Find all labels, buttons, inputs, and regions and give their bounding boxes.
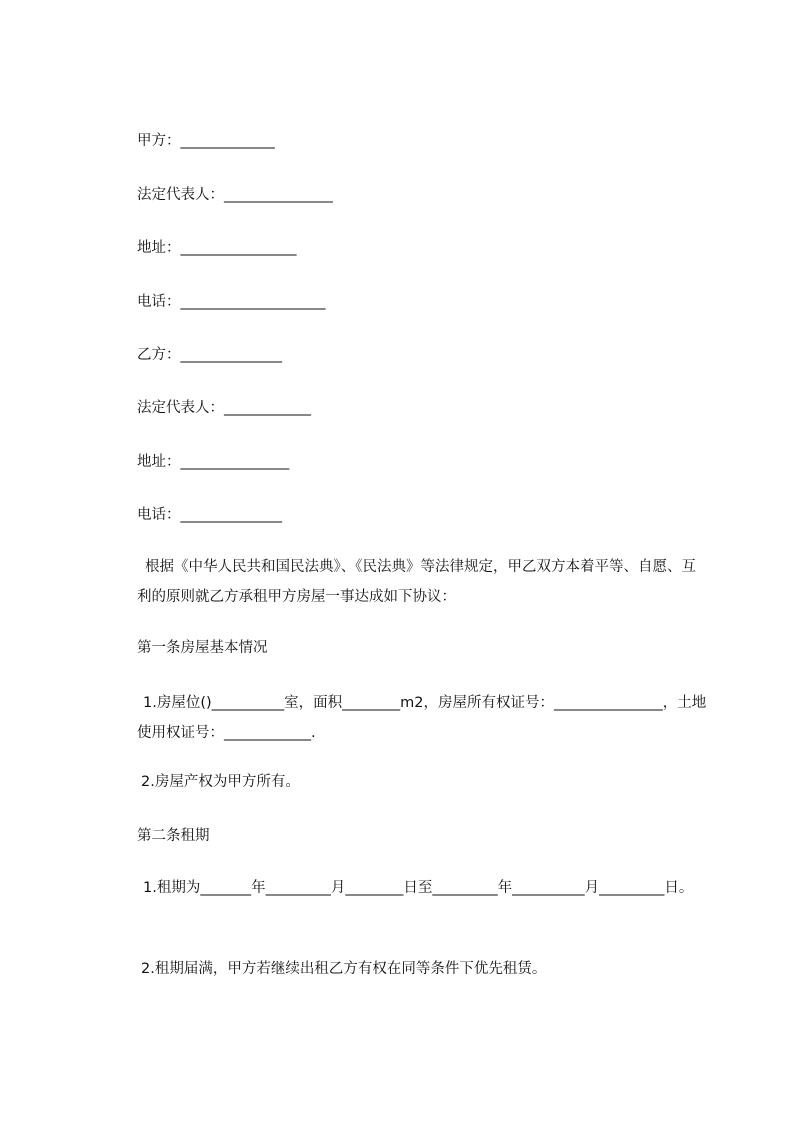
article-1-item-1: 1.房屋位()__________室，面积________m2，房屋所有权证号：_______________，土地使用权证号：____________. bbox=[137, 695, 707, 741]
party-b-address-line: 地址：_______________ bbox=[137, 454, 290, 470]
party-b-phone-line: 电话：______________ bbox=[137, 507, 282, 523]
party-b-rep-line: 法定代表人：____________ bbox=[137, 400, 311, 416]
party-a-phone-line: 电话：____________________ bbox=[137, 294, 326, 310]
party-b-name-line: 乙方：______________ bbox=[137, 347, 282, 363]
article-1-title: 第一条房屋基本情况 bbox=[137, 640, 268, 656]
party-a-name-line: 甲方：_____________ bbox=[137, 133, 275, 149]
preamble-paragraph: 根据《中华人民共和国民法典》、《民法典》等法律规定，甲乙双方本着平等、自愿、互利的原则就乙方承租甲方房屋一事达成如下协议： bbox=[137, 559, 696, 605]
article-1-item-2: 2.房屋产权为甲方所有。 bbox=[141, 774, 300, 790]
article-2-title: 第二条租期 bbox=[137, 828, 210, 844]
article-2-item-2: 2.租期届满，甲方若继续出租乙方有权在同等条件下优先租赁。 bbox=[141, 961, 547, 977]
party-a-rep-line: 法定代表人：_______________ bbox=[137, 187, 333, 203]
article-2-item-1: 1.租期为_______年_________月________日至_________年__________月_________日。 bbox=[143, 880, 694, 896]
party-a-address-line: 地址：________________ bbox=[137, 240, 297, 256]
